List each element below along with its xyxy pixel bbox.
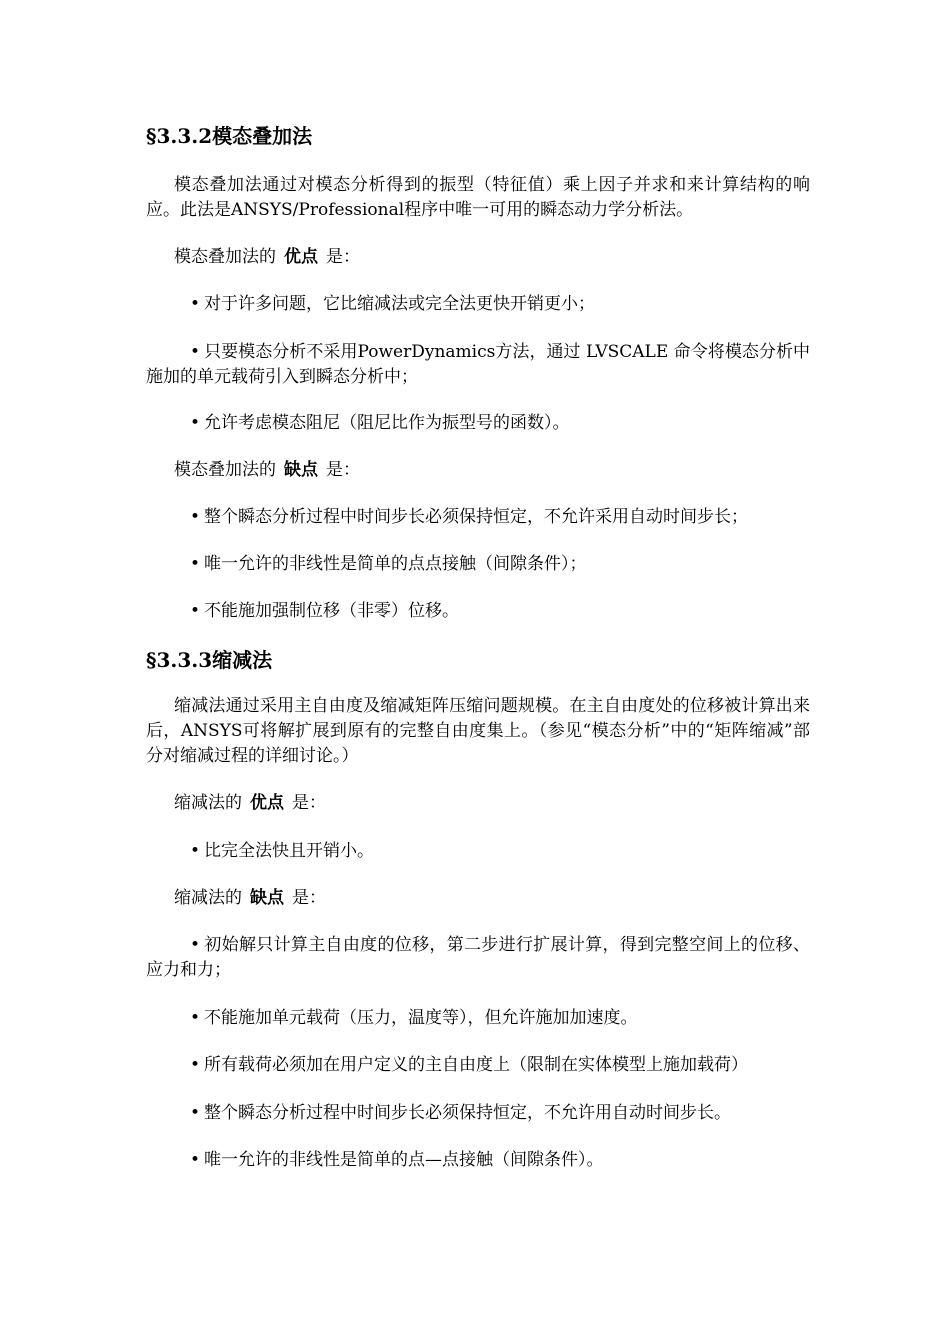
section-1-intro-paragraph: 模态叠加法通过对模态分析得到的振型（特征值）乘上因子并求和来计算结构的响应。此法是ANSYS/Professional程序中唯一可用的瞬态动力学分析法。: [146, 175, 810, 220]
section-heading-3-3-3: §3.3.3缩减法: [146, 648, 273, 672]
section-2-cons-item: [190, 1101, 731, 1126]
section-1-cons-item: [190, 599, 459, 624]
cons-prefix: 模态叠加法的: [174, 460, 276, 480]
section-2-cons-label: [174, 886, 326, 911]
section-heading-3-3-2: §3.3.2模态叠加法: [146, 124, 313, 148]
section-2-cons-item: [190, 1148, 604, 1173]
section-1-pros-item: [146, 340, 810, 390]
section-1-pros-item: [190, 292, 595, 317]
bullet-icon: •: [190, 1103, 201, 1123]
section-1-cons-item: [190, 505, 748, 530]
bullet-icon: •: [190, 413, 201, 433]
bullet-icon: •: [190, 1055, 201, 1075]
list-item-text: 只要模态分析不采用PowerDynamics方法，通过 LVSCALE 命令将模态分析中施加的单元载荷引入到瞬态分析中；: [146, 342, 810, 387]
bullet-icon: •: [190, 342, 201, 362]
pros-prefix: 缩减法的: [174, 793, 242, 813]
cons-keyword: 缺点: [284, 460, 318, 480]
pros-suffix: 是：: [292, 793, 326, 813]
list-item-text: 唯一允许的非线性是简单的点—点接触（间隙条件）。: [204, 1150, 604, 1170]
list-item-text: 唯一允许的非线性是简单的点点接触（间隙条件）；: [204, 554, 587, 574]
list-item-text: 整个瞬态分析过程中时间步长必须保持恒定，不允许采用自动时间步长；: [204, 507, 749, 527]
section-1-pros-item: [190, 411, 570, 436]
bullet-icon: •: [190, 507, 201, 527]
bullet-icon: •: [190, 554, 201, 574]
list-item-text: 所有载荷必须加在用户定义的主自由度上（限制在实体模型上施加载荷）: [204, 1055, 749, 1075]
cons-keyword: 缺点: [250, 888, 284, 908]
bullet-icon: •: [190, 841, 201, 861]
bullet-icon: •: [190, 935, 201, 955]
section-2-cons-item: [190, 1006, 638, 1031]
bullet-icon: •: [190, 294, 201, 314]
section-2-cons-item: [146, 933, 810, 983]
cons-suffix: 是：: [326, 460, 360, 480]
list-item-text: 不能施加强制位移（非零）位移。: [204, 601, 460, 621]
list-item-text: 初始解只计算主自由度的位移，第二步进行扩展计算，得到完整空间上的位移、应力和力；: [146, 935, 810, 980]
section-1-pros-label: [174, 245, 360, 270]
list-item-text: 不能施加单元载荷（压力，温度等），但允许施加加速度。: [204, 1008, 638, 1028]
section-2-intro-paragraph: 缩减法通过采用主自由度及缩减矩阵压缩问题规模。在主自由度处的位移被计算出来后，ANSYS可将解扩展到原有的完整自由度集上。（参见“模态分析”中的“矩阵缩减”部分对缩减过程的详细讨论。）: [146, 696, 810, 766]
section-1-cons-item: [190, 552, 587, 577]
bullet-icon: •: [190, 1008, 201, 1028]
section-2-cons-item: [190, 1053, 748, 1078]
list-item-text: 整个瞬态分析过程中时间步长必须保持恒定，不允许用自动时间步长。: [204, 1103, 732, 1123]
section-2-pros-item: [190, 839, 374, 864]
list-item-text: 比完全法快且开销小。: [204, 841, 375, 861]
bullet-icon: •: [190, 601, 201, 621]
pros-keyword: 优点: [284, 247, 318, 267]
pros-suffix: 是：: [326, 247, 360, 267]
list-item-text: 允许考虑模态阻尼（阻尼比作为振型号的函数）。: [204, 413, 570, 433]
bullet-icon: •: [190, 1150, 201, 1170]
cons-prefix: 缩减法的: [174, 888, 242, 908]
section-2-pros-label: [174, 791, 326, 816]
list-item-text: 对于许多问题，它比缩减法或完全法更快开销更小；: [204, 294, 596, 314]
section-1-cons-label: [174, 458, 360, 483]
pros-prefix: 模态叠加法的: [174, 247, 276, 267]
pros-keyword: 优点: [250, 793, 284, 813]
cons-suffix: 是：: [292, 888, 326, 908]
